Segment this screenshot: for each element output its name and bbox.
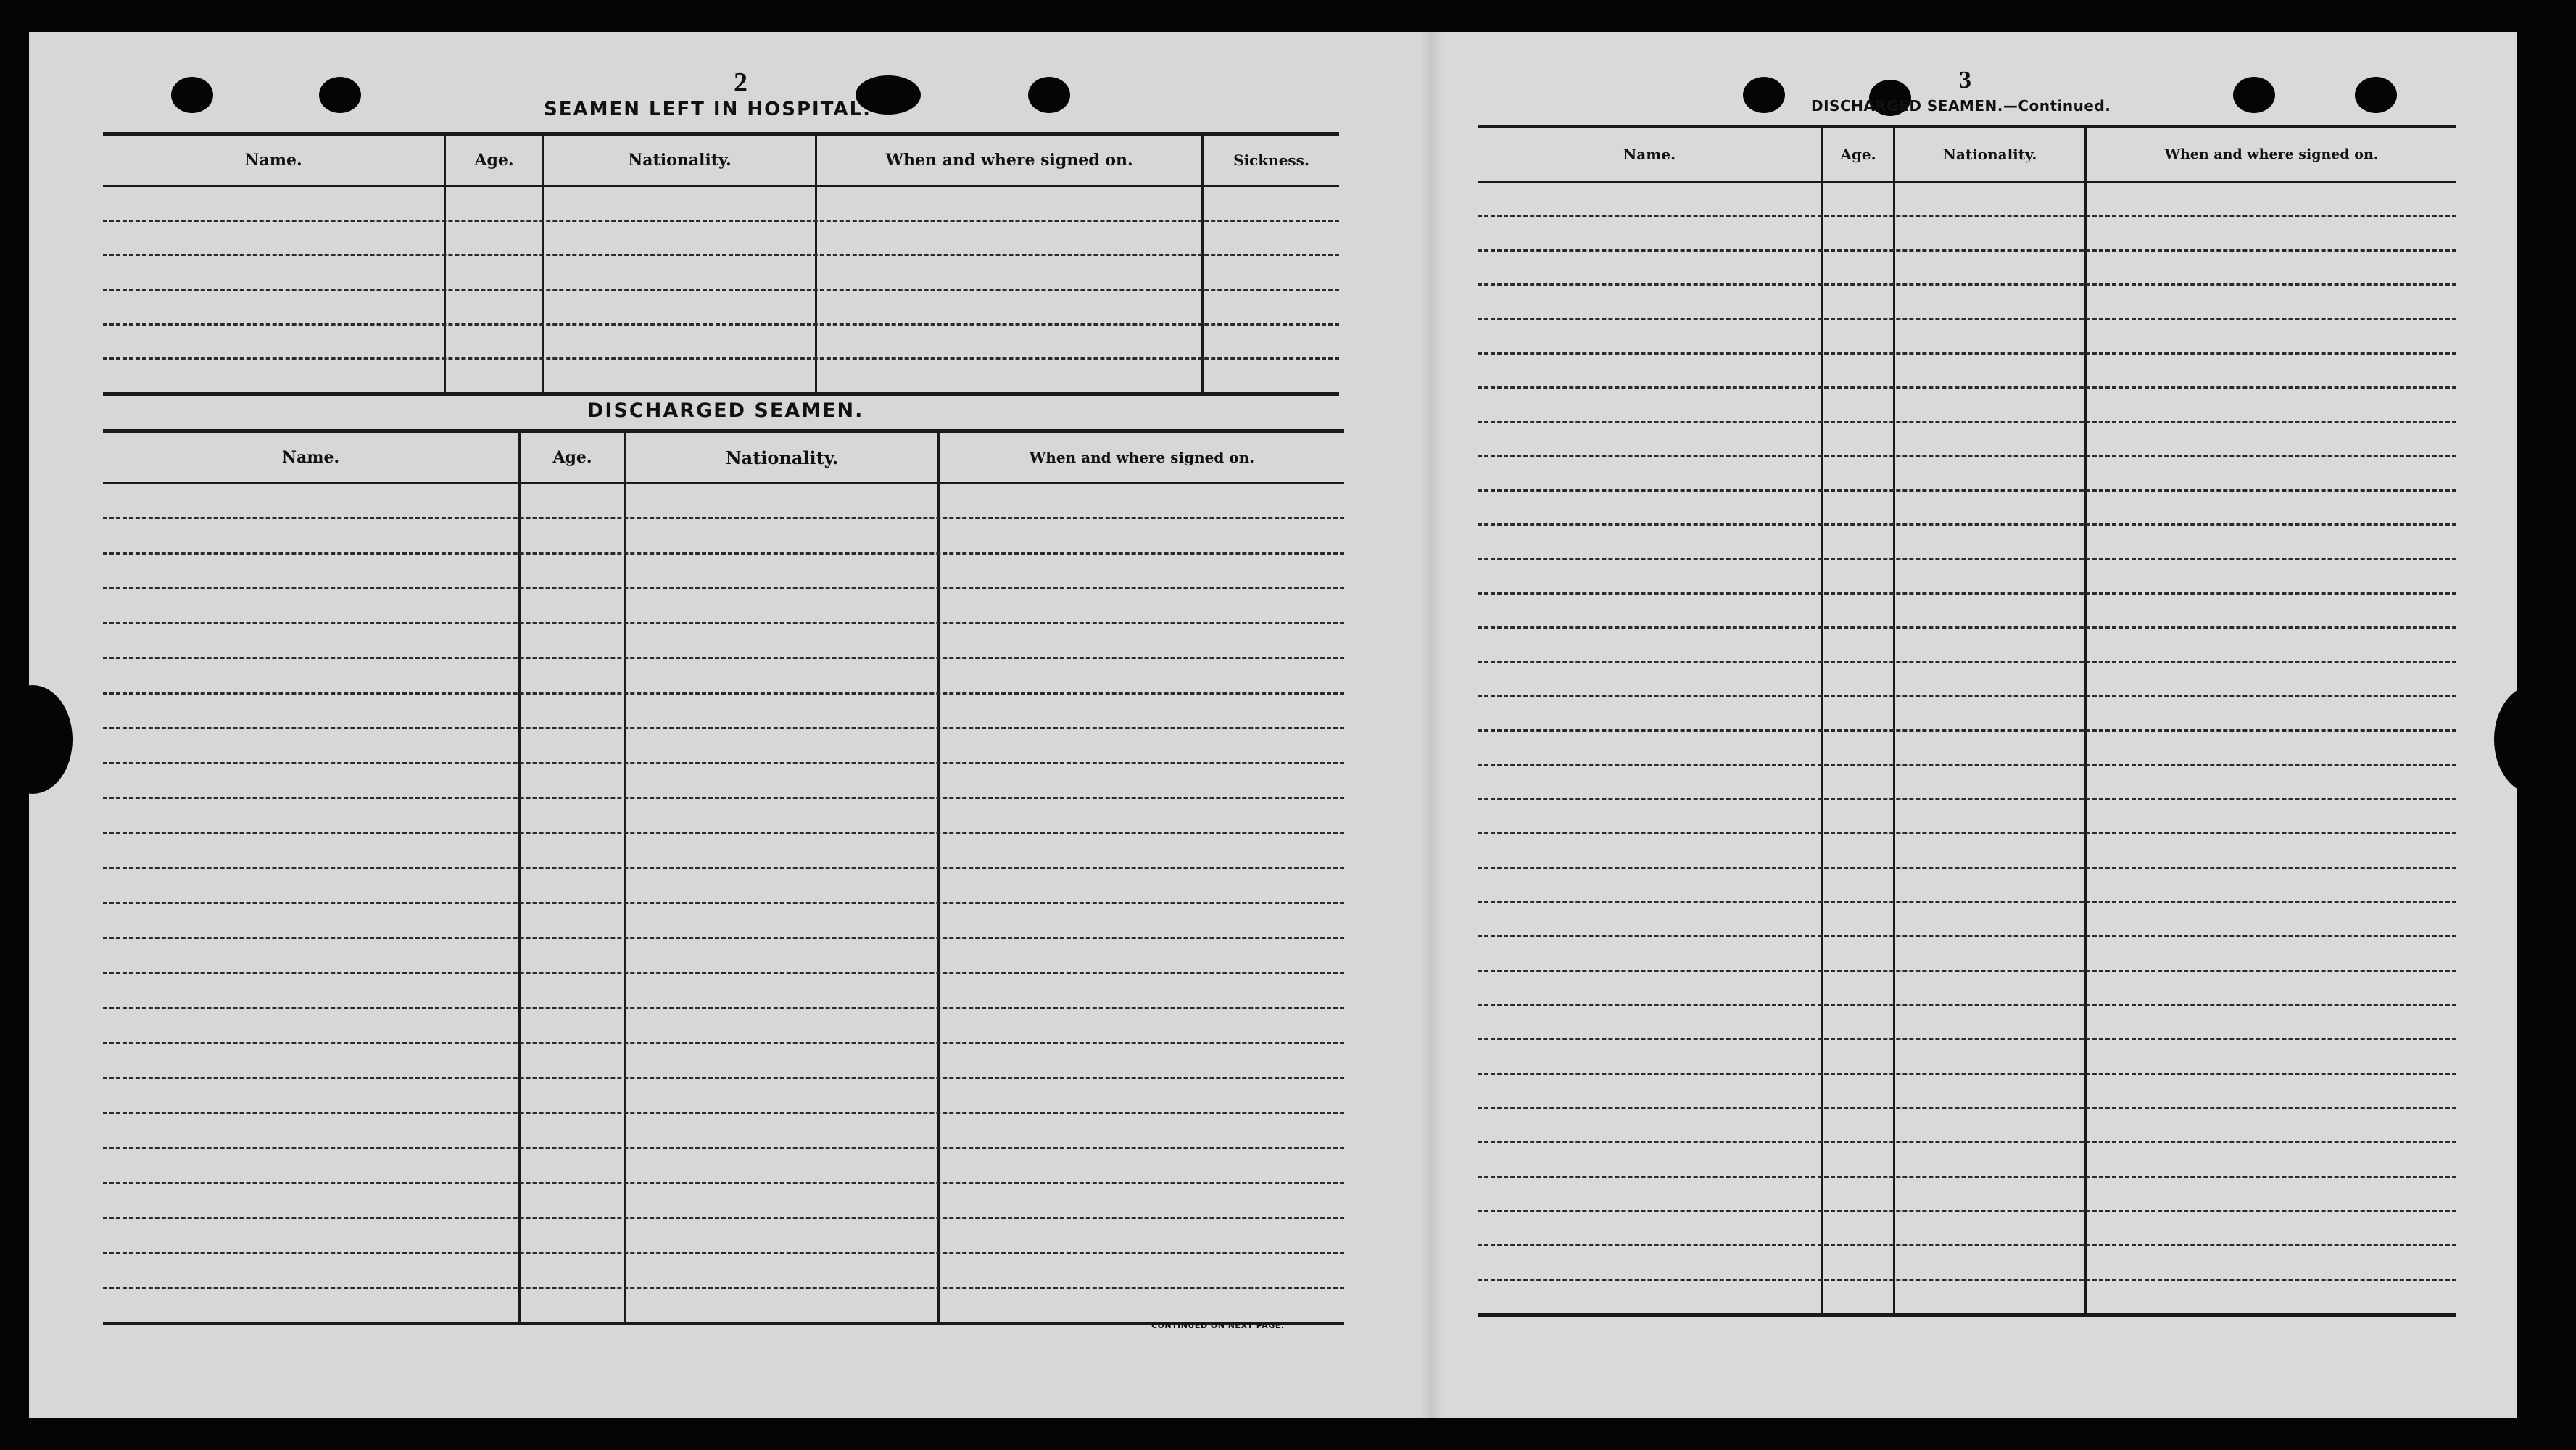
page-number: 3 [1959,67,1971,94]
entry-row-line [103,832,1344,834]
punch-hole [1743,77,1785,113]
entry-row-line [1478,867,2456,869]
entry-row-line [103,762,1344,764]
entry-row-line [1478,558,2456,560]
entry-row-line [103,552,1344,555]
entry-row-line [1478,1279,2456,1281]
continued-note: CONTINUED ON NEXT PAGE. [1151,1321,1285,1330]
punch-hole [2355,77,2397,113]
entry-row-line [1478,455,2456,457]
entry-row-line [1478,626,2456,629]
column-header-age: Age. [474,151,514,170]
entry-row-line [103,972,1344,974]
entry-row-line [1478,318,2456,320]
entry-row-line [1478,352,2456,355]
column-rule [518,433,521,1322]
entry-row-line [103,727,1344,729]
entry-row-line [103,1287,1344,1289]
column-rule [1201,136,1204,392]
entry-row-line [103,1007,1344,1009]
entry-row-line [1478,386,2456,389]
entry-row-line [1478,523,2456,526]
entry-row-line [103,1077,1344,1079]
entry-row-line [103,657,1344,659]
entry-row-line [103,357,1339,360]
entry-row-line [103,1252,1344,1254]
entry-row-line [1478,798,2456,800]
entry-row-line [1478,832,2456,834]
entry-row-line [1478,729,2456,732]
column-header-sickness: Sickness. [1233,152,1309,169]
column-rule [1821,128,1823,1313]
column-rule [2084,128,2087,1313]
discharged-continued-table [1478,125,2456,1317]
entry-row-line [1478,1141,2456,1143]
column-rule [1893,128,1895,1313]
page-fold [1421,32,1443,1418]
column-rule [624,433,626,1322]
entry-row-line [103,692,1344,695]
column-header-nationality: Nationality. [725,447,839,468]
hospital-section-title: SEAMEN LEFT IN HOSPITAL. [544,99,872,120]
entry-row-line [1478,661,2456,663]
punch-hole [171,77,213,113]
entry-row-line [1478,249,2456,252]
entry-row-line [103,1112,1344,1114]
entry-row-line [103,867,1344,869]
entry-row-line [103,289,1339,291]
entry-row-line [1478,901,2456,903]
column-header-name: Name. [244,151,302,170]
entry-row-line [103,797,1344,799]
column-header-age: Age. [552,448,592,467]
entry-row-line [1478,592,2456,594]
binding-notch [2494,685,2574,794]
entry-row-line [1478,935,2456,937]
punch-hole [2233,77,2275,113]
column-header-name: Name. [281,448,340,467]
entry-row-line [1478,420,2456,423]
entry-row-line [103,587,1344,589]
entry-row-line [1478,215,2456,217]
entry-row-line [103,937,1344,939]
entry-row-line [103,1147,1344,1149]
entry-row-line [1478,1244,2456,1246]
entry-row-line [1478,970,2456,972]
entry-row-line [103,622,1344,624]
entry-row-line [1478,1004,2456,1006]
entry-row-line [1478,489,2456,492]
column-header-signed-on: When and where signed on. [885,151,1133,170]
column-header-signed-on: When and where signed on. [1029,449,1255,466]
entry-row-line [1478,283,2456,286]
column-header-nationality: Nationality. [628,151,732,170]
discharged-continued-title: DISCHARGED SEAMEN.—Continued. [1811,97,2111,115]
discharged-section-title: DISCHARGED SEAMEN. [587,399,864,422]
discharged-table [103,429,1344,1325]
column-header-nationality: Nationality. [1942,146,2037,163]
column-header-signed-on: When and where signed on. [2164,146,2379,162]
entry-row-line [103,902,1344,904]
column-rule [937,433,940,1322]
entry-row-line [1478,764,2456,766]
punch-hole [319,77,361,113]
entry-row-line [1478,1176,2456,1178]
punch-hole [1028,77,1070,113]
entry-row-line [103,254,1339,256]
column-rule [542,136,544,392]
entry-row-line [103,1182,1344,1184]
column-rule [815,136,817,392]
page-number: 2 [734,67,747,98]
entry-row-line [103,1042,1344,1044]
entry-row-line [1478,1038,2456,1040]
entry-row-line [1478,1210,2456,1212]
column-header-name: Name. [1623,146,1676,163]
entry-row-line [103,220,1339,222]
entry-row-line [103,323,1339,326]
hospital-table [103,132,1339,396]
entry-row-line [1478,695,2456,697]
entry-row-line [103,1217,1344,1219]
column-header-age: Age. [1840,146,1876,163]
entry-row-line [103,517,1344,519]
entry-row-line [1478,1073,2456,1075]
column-rule [444,136,446,392]
entry-row-line [1478,1107,2456,1109]
